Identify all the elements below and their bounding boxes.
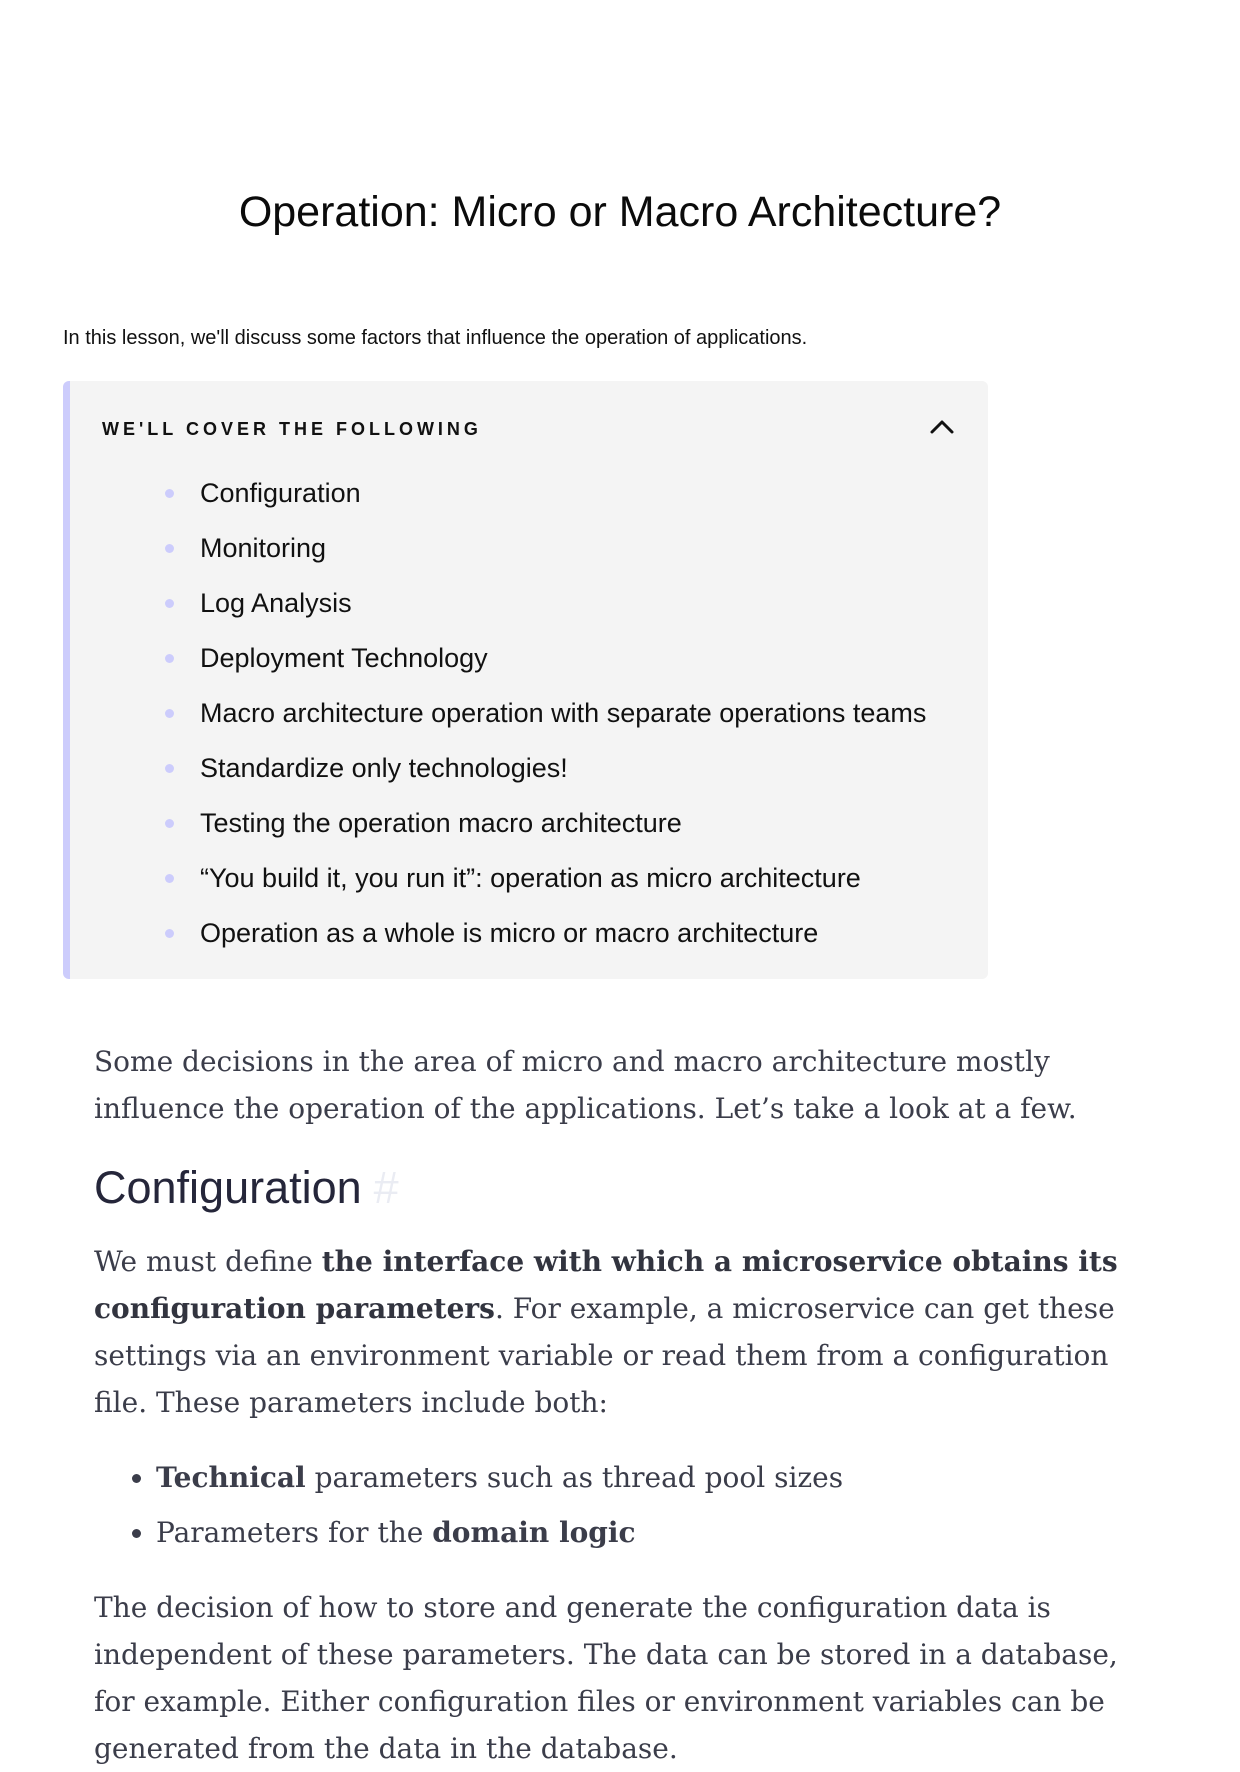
cover-item-you-build-it[interactable]: “You build it, you run it”: operation as micro architecture — [165, 851, 926, 906]
config-parameter-list — [94, 1450, 1154, 1560]
anchor-link-icon[interactable]: # — [373, 1162, 399, 1213]
chevron-up-icon[interactable] — [928, 417, 956, 437]
lesson-content — [94, 1038, 1154, 1772]
cover-following-panel — [63, 381, 988, 979]
section-heading-configuration — [94, 1160, 1154, 1216]
bold-text-segment: domain logic — [432, 1516, 636, 1549]
text-segment: Parameters for the — [156, 1516, 433, 1549]
text-segment: We must define — [94, 1245, 322, 1278]
bold-text-segment: Technical — [156, 1461, 306, 1494]
cover-item-deployment-technology[interactable]: Deployment Technology — [165, 631, 926, 686]
page-title: Operation: Micro or Macro Architecture? — [238, 188, 1002, 236]
cover-item-testing-operation[interactable]: Testing the operation macro architecture — [165, 796, 926, 851]
paragraph-config-storage: The decision of how to store and generate the configuration data is independent of these parameters. The data can be stored in a database, for example. Either configuration files or environment variables can be generated from the data in the database. — [94, 1591, 1118, 1765]
paragraph-intro: Some decisions in the area of micro and macro architecture mostly influence the operation of the applications. Let’s take a look at a few. — [94, 1045, 1077, 1125]
list-item — [156, 1505, 1154, 1560]
cover-item-operation-as-whole[interactable]: Operation as a whole is micro or macro architecture — [165, 906, 926, 961]
cover-item-configuration[interactable]: Configuration — [165, 466, 926, 521]
cover-header: WE'LL COVER THE FOLLOWING — [102, 419, 482, 439]
cover-item-log-analysis[interactable]: Log Analysis — [165, 576, 926, 631]
cover-item-monitoring[interactable]: Monitoring — [165, 521, 926, 576]
text-segment: parameters such as thread pool sizes — [305, 1461, 844, 1494]
lesson-intro: In this lesson, we'll discuss some factors that influence the operation of applications. — [63, 327, 808, 349]
text-segment: . For example, a microservice can get these settings via an environment variable or read them from a configuration file. These parameters include both: — [94, 1292, 1115, 1419]
cover-item-standardize-technologies[interactable]: Standardize only technologies! — [165, 741, 926, 796]
section-heading-text: Configuration — [94, 1162, 362, 1213]
paragraph-config-interface — [94, 1238, 1154, 1426]
cover-item-macro-operation-teams[interactable]: Macro architecture operation with separate operations teams — [165, 686, 926, 741]
cover-list — [165, 466, 926, 961]
list-item — [156, 1450, 1154, 1505]
bold-text-segment: the interface with which a microservice obtains its configuration parameters — [94, 1245, 1118, 1325]
